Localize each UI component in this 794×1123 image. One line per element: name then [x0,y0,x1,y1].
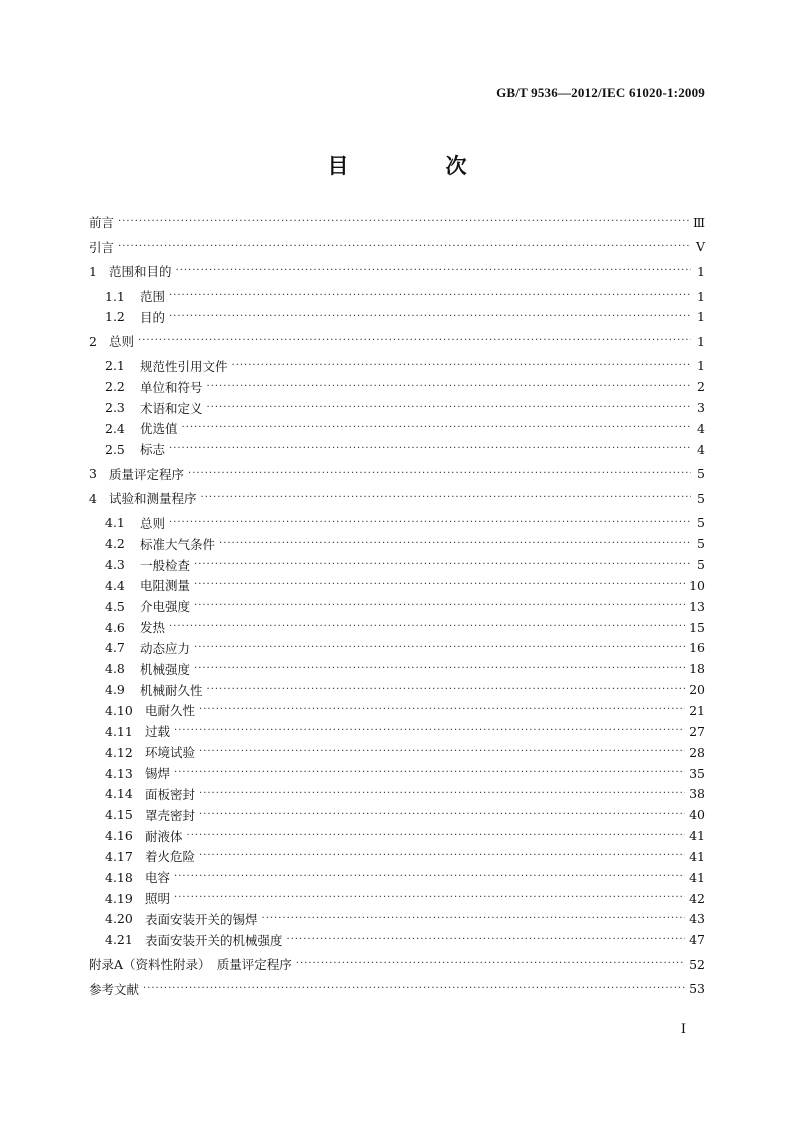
toc-entry-label: 范围 [140,289,166,305]
dot-leader [187,830,686,842]
toc-entry[interactable] [89,306,705,327]
dot-leader [207,381,691,393]
toc-entry[interactable] [89,825,705,846]
toc-entry-label: 标准大气条件 [140,536,216,552]
page-number: Ⅰ [680,1022,686,1037]
toc-entry-label: 过载 [145,724,171,740]
toc-entry-label: 规范性引用文件 [140,358,228,374]
toc-entry-number: 2.2 [105,379,125,395]
dot-leader [188,468,691,480]
toc-entry[interactable] [89,721,705,742]
toc-entry[interactable] [89,418,705,439]
toc-entry-number: 4.3 [105,557,125,573]
toc-entry-number: 4.21 [105,932,133,948]
toc-entry-label: 前言 [89,215,115,231]
toc-entry-number: 4.16 [105,828,133,844]
toc-entry-label: 着火危险 [145,849,196,865]
toc-entry-label: 面板密封 [145,786,196,802]
dot-leader [201,492,691,504]
toc-entry-label: 一般检查 [140,557,191,573]
dot-leader [138,335,691,347]
toc-entry-label: 表面安装开关的锡焊 [145,911,258,927]
toc-entry-page: 3 [697,400,705,416]
toc-entry[interactable] [89,463,705,484]
toc-entry-number: 4.14 [105,786,133,802]
toc-entry-label: 目的 [140,309,166,325]
toc-entry-page: 42 [689,890,705,906]
toc-entry-page: 4 [697,441,705,457]
dot-leader [194,559,691,571]
toc-title: 目 次 [327,153,505,178]
toc-entry-page: 53 [689,981,705,997]
toc-entry-page: 43 [689,911,705,927]
toc-entry-label: 电耐久性 [145,703,196,719]
toc-entry-page: 52 [689,956,705,972]
toc-entry[interactable] [89,596,705,617]
toc-entry-number: 4 [89,490,97,506]
toc-entry-label: 机械耐久性 [140,682,203,698]
toc-entry[interactable] [89,978,705,999]
toc-entry-label: 介电强度 [140,599,191,615]
toc-entry-number: 4.1 [105,515,125,531]
dot-leader [194,600,685,612]
dot-leader [118,216,689,228]
toc-entry-label: 试验和测量程序 [109,491,197,507]
toc-entry[interactable] [89,742,705,763]
toc-entry-number: 4.8 [105,661,125,677]
dot-leader [169,311,691,323]
dot-leader [176,265,691,277]
toc-entry-label: 附录A（资料性附录） 质量评定程序 [89,957,292,973]
toc-entry-number: 2.3 [105,400,125,416]
toc-entry-page: 5 [697,466,705,482]
table-of-contents [89,212,705,999]
toc-entry-number: 4.13 [105,765,133,781]
toc-entry-page: 1 [697,333,705,349]
toc-entry-label: 参考文献 [89,981,140,997]
toc-entry-number: 4.18 [105,869,133,885]
toc-entry-page: 16 [689,640,705,656]
toc-entry[interactable] [89,804,705,825]
dot-leader [169,443,691,455]
dot-leader [169,517,691,529]
toc-entry[interactable] [89,331,705,352]
dot-leader [219,538,691,550]
toc-entry-page: Ⅲ [692,214,705,230]
toc-entry-label: 锡焊 [145,766,171,782]
toc-entry[interactable] [89,658,705,679]
dot-leader [232,360,691,372]
toc-entry-page: 1 [697,288,705,304]
toc-entry-number: 1.1 [105,288,125,304]
toc-entry-page: 27 [689,723,705,739]
toc-entry-page: 21 [689,702,705,718]
toc-entry[interactable] [89,237,705,258]
toc-entry[interactable] [89,846,705,867]
toc-entry-label: 引言 [89,239,115,255]
dot-leader [174,871,685,883]
dot-leader [287,934,686,946]
toc-entry-page: 41 [689,828,705,844]
toc-entry[interactable] [89,376,705,397]
dot-leader [194,642,685,654]
toc-entry-page: 13 [689,598,705,614]
toc-entry-page: 40 [689,807,705,823]
toc-entry[interactable] [89,867,705,888]
toc-entry[interactable] [89,554,705,575]
toc-entry-number: 2.4 [105,420,125,436]
toc-entry-number: 4.7 [105,640,125,656]
toc-entry-number: 2.1 [105,358,125,374]
toc-entry-label: 罩壳密封 [145,807,196,823]
toc-entry[interactable] [89,679,705,700]
toc-entry-page: 28 [689,744,705,760]
toc-entry-label: 照明 [145,891,171,907]
toc-entry-page: 4 [697,420,705,436]
dot-leader [207,402,691,414]
dot-leader [199,788,685,800]
toc-entry-number: 4.2 [105,536,125,552]
toc-entry-page: 20 [689,682,705,698]
toc-entry-label: 单位和符号 [140,379,203,395]
toc-entry-number: 4.12 [105,744,133,760]
toc-entry-number: 4.15 [105,807,133,823]
toc-entry[interactable] [89,763,705,784]
toc-entry-label: 机械强度 [140,661,191,677]
toc-entry-page: 5 [697,536,705,552]
toc-entry-label: 电阻测量 [140,578,191,594]
toc-entry-page: 1 [697,309,705,325]
toc-entry[interactable] [89,929,705,950]
dot-leader [262,913,686,925]
toc-entry-label: 总则 [109,334,135,350]
toc-entry-page: 41 [689,869,705,885]
dot-leader [118,241,691,253]
toc-entry-label: 动态应力 [140,640,191,656]
dot-leader [199,704,685,716]
toc-entry-page: 35 [689,765,705,781]
toc-entry-number: 2.5 [105,441,125,457]
dot-leader [182,422,691,434]
toc-entry-number: 4.10 [105,702,133,718]
toc-entry-label: 电容 [145,870,171,886]
toc-entry-page: 2 [697,379,705,395]
toc-entry[interactable] [89,575,705,596]
toc-entry-number: 1.2 [105,309,125,325]
toc-entry-page: 1 [697,358,705,374]
toc-entry-label: 总则 [140,515,166,531]
dot-leader [174,767,685,779]
standard-code: GB/T 9536—2012/IEC 61020-1:2009 [496,85,705,100]
toc-entry-page: 1 [697,263,705,279]
toc-entry[interactable] [89,261,705,282]
dot-leader [169,290,691,302]
toc-entry[interactable] [89,954,705,975]
toc-entry-number: 4.11 [105,723,133,739]
toc-entry[interactable] [89,533,705,554]
dot-leader [169,621,685,633]
toc-entry-number: 4.19 [105,890,133,906]
toc-entry-label: 质量评定程序 [109,466,185,482]
toc-entry-page: 5 [697,515,705,531]
toc-entry[interactable] [89,356,705,377]
toc-entry[interactable] [89,286,705,307]
toc-entry-number: 4.17 [105,848,133,864]
toc-entry[interactable] [89,488,705,509]
dot-leader [199,746,685,758]
toc-entry-number: 3 [89,466,97,482]
toc-entry[interactable] [89,888,705,909]
dot-leader [194,663,685,675]
toc-entry-number: 4.4 [105,577,125,593]
dot-leader [174,725,685,737]
toc-entry-page: 10 [689,577,705,593]
toc-entry[interactable] [89,783,705,804]
toc-entry-number: 4.20 [105,911,133,927]
toc-entry-number: 4.9 [105,682,125,698]
toc-entry-page: 5 [697,557,705,573]
dot-leader [174,892,685,904]
toc-entry-label: 发热 [140,620,166,636]
dot-leader [199,850,685,862]
dot-leader [207,684,686,696]
toc-entry-label: 表面安装开关的机械强度 [145,932,283,948]
toc-entry[interactable] [89,212,705,233]
toc-entry-label: 环境试验 [145,745,196,761]
toc-entry-page: 41 [689,848,705,864]
toc-entry[interactable] [89,617,705,638]
toc-entry-page: 15 [689,619,705,635]
toc-entry-number: 4.5 [105,598,125,614]
toc-entry-label: 优选值 [140,421,178,437]
toc-entry[interactable] [89,397,705,418]
toc-entry-label: 耐液体 [145,828,183,844]
toc-entry-page: 47 [689,932,705,948]
toc-entry[interactable] [89,439,705,460]
dot-leader [194,579,685,591]
toc-entry-page: 38 [689,786,705,802]
toc-entry-page: 18 [689,661,705,677]
toc-entry[interactable] [89,909,705,930]
dot-leader [143,983,685,995]
toc-entry-number: 1 [89,263,97,279]
toc-entry[interactable] [89,700,705,721]
toc-entry-label: 标志 [140,442,166,458]
toc-entry[interactable] [89,512,705,533]
toc-entry-number: 4.6 [105,619,125,635]
toc-entry-number: 2 [89,333,97,349]
toc-entry-label: 范围和目的 [109,264,172,280]
toc-entry-label: 术语和定义 [140,400,203,416]
dot-leader [199,809,685,821]
dot-leader [296,958,685,970]
toc-entry-page: Ⅴ [695,239,705,255]
toc-entry[interactable] [89,638,705,659]
toc-entry-page: 5 [697,490,705,506]
